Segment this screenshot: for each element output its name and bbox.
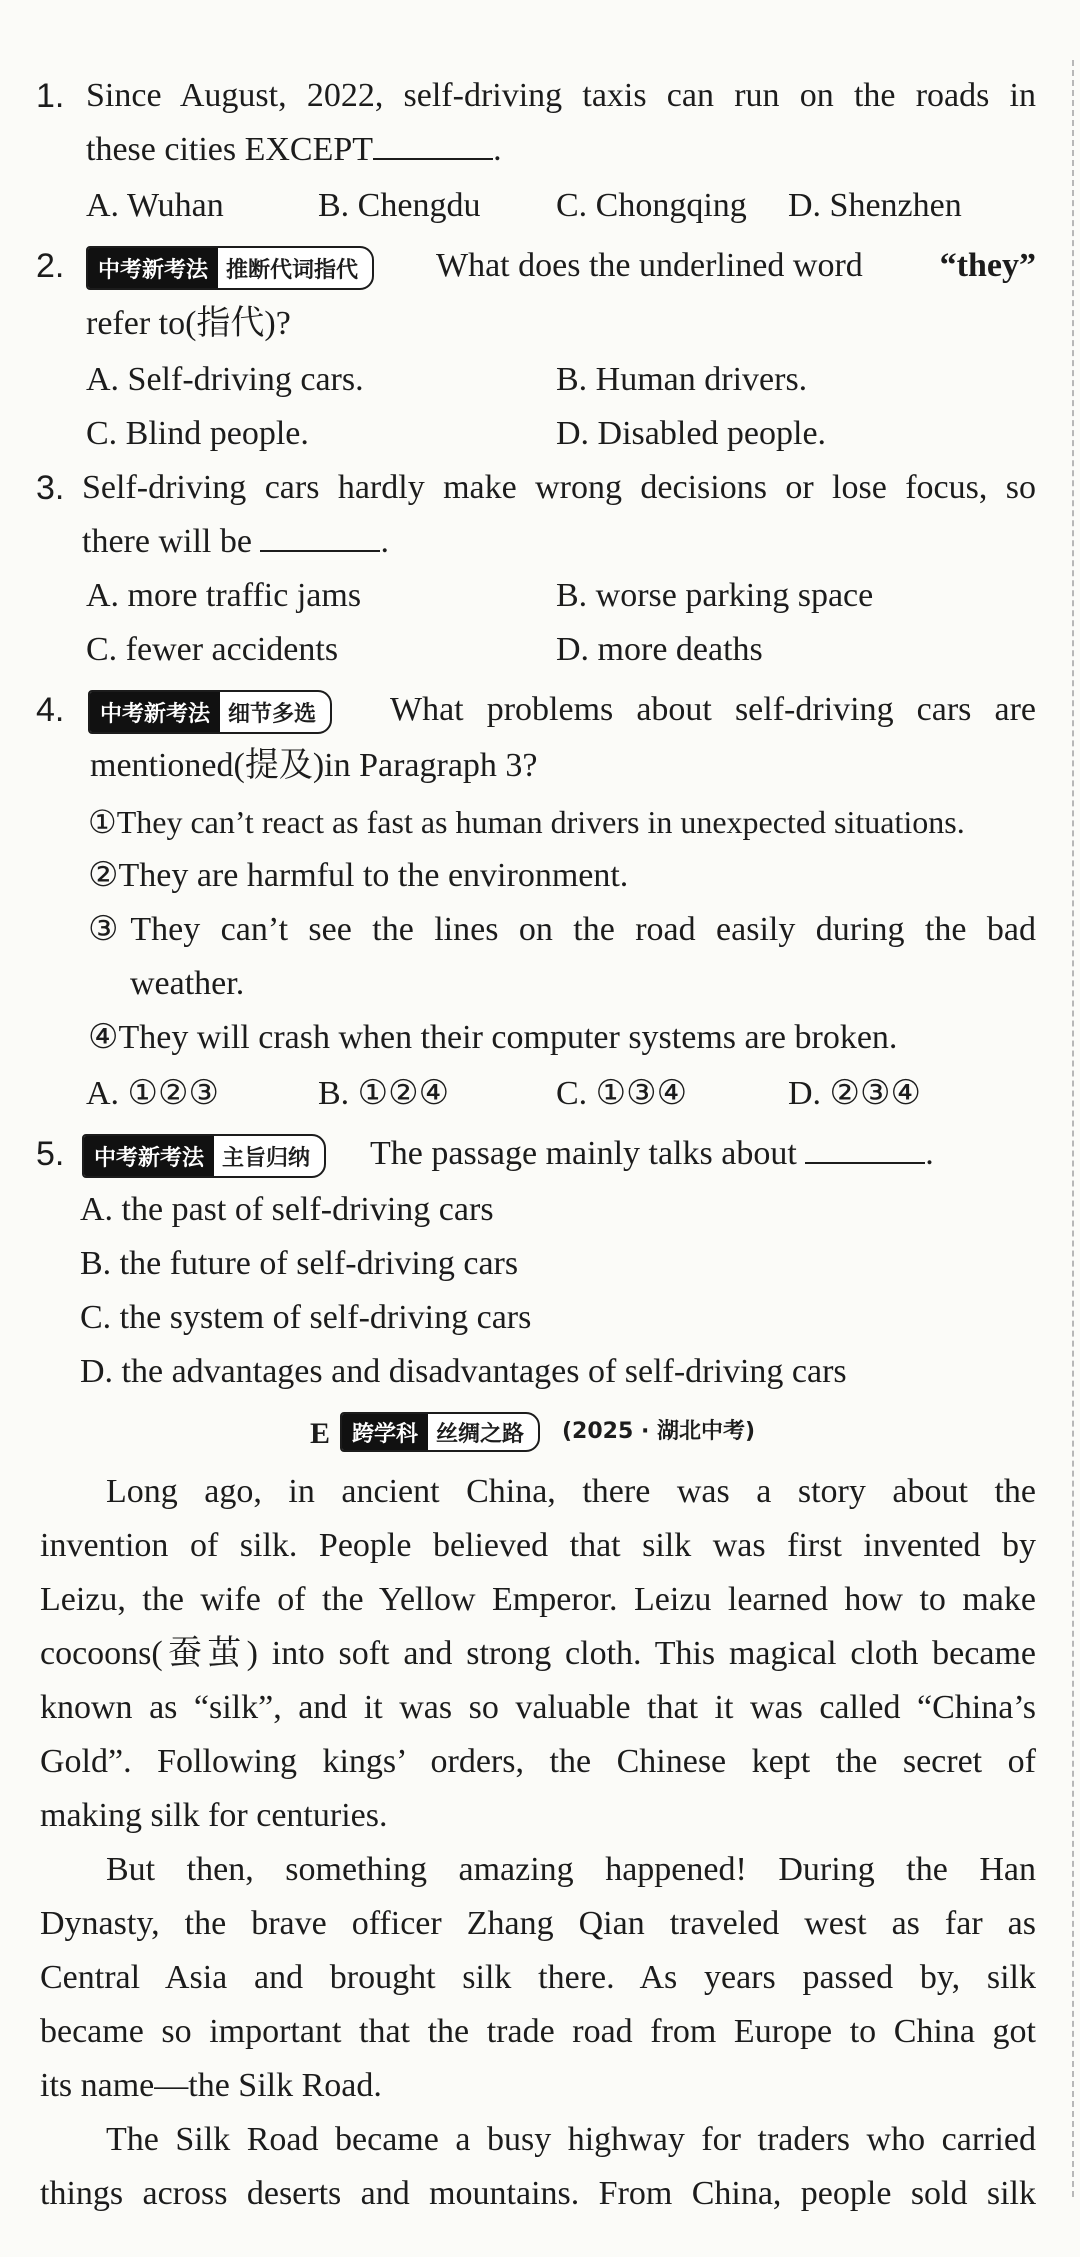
passage-line-14: things across deserts and mountains. From China, people sold silk (40, 2175, 1036, 2212)
q3-option-b[interactable]: B. worse parking space (556, 577, 874, 614)
passage-line-4: cocoons(蚕茧) into soft and strong cloth. This magical cloth became (40, 1635, 1036, 1672)
passage-line-3: Leizu, the wife of the Yellow Emperor. Leizu learned how to make (40, 1581, 1036, 1618)
q4-item-1: ①They can’t react as fast as human drivers in unexpected situations. (88, 804, 965, 840)
q5-option-a[interactable]: A. the past of self-driving cars (80, 1191, 494, 1228)
passage-line-12: its name—the Silk Road. (40, 2067, 382, 2104)
q4-stem-line2: mentioned(提及)in Paragraph 3? (90, 747, 538, 784)
q2-stem-text: What does the underlined word (436, 247, 863, 284)
q1-answer-blank[interactable] (373, 132, 493, 160)
q4-item-3: ③They can’t see the lines on the road easily during the bad (88, 911, 1036, 948)
q3-stem-text: there will be (82, 523, 252, 560)
q2-option-a[interactable]: A. Self-driving cars. (86, 361, 364, 398)
q4-number: 4. (36, 691, 65, 729)
section-e-tag-topic: 丝绸之路 (436, 1421, 525, 1447)
q4-item-2: ②They are harmful to the environment. (88, 857, 629, 894)
section-e-tag (340, 1412, 540, 1452)
q5-tag-label: 中考新考法 (84, 1136, 214, 1176)
q3-number: 3. (36, 469, 65, 507)
q2-tag-label: 中考新考法 (88, 248, 218, 288)
q1-option-c[interactable]: C. Chongqing (556, 187, 747, 224)
passage-line-6: Gold”. Following kings’ orders, the Chinese kept the secret of (40, 1743, 1036, 1780)
q2-tag-topic: 推断代词指代 (226, 257, 359, 283)
q2-number: 2. (36, 247, 65, 285)
q5-option-d[interactable]: D. the advantages and disadvantages of self-driving cars (80, 1353, 847, 1390)
q4-option-b[interactable]: B. ①②④ (318, 1075, 450, 1112)
q4-option-d[interactable]: D. ②③④ (788, 1075, 921, 1112)
q2-stem-line1 (436, 246, 1036, 286)
passage-line-2: invention of silk. People believed that silk was first invented by (40, 1527, 1036, 1564)
passage-line-9: Dynasty, the brave officer Zhang Qian traveled west as far as (40, 1905, 1036, 1942)
passage-line-8: But then, something amazing happened! During the Han (106, 1851, 1036, 1888)
passage-line-1: Long ago, in ancient China, there was a story about the (106, 1473, 1036, 1510)
q5-option-c[interactable]: C. the system of self-driving cars (80, 1299, 532, 1336)
q1-option-d[interactable]: D. Shenzhen (788, 187, 962, 224)
q3-option-c[interactable]: C. fewer accidents (86, 631, 339, 668)
q4-item-3-cont: weather. (130, 965, 245, 1002)
q5-tag-topic: 主旨归纳 (222, 1145, 311, 1171)
q3-option-a[interactable]: A. more traffic jams (86, 577, 362, 614)
passage-line-10: Central Asia and brought silk there. As years passed by, silk (40, 1959, 1036, 1996)
q2-stem-line2: refer to(指代)? (86, 305, 291, 342)
section-e-source: (2025 · 湖北中考) (562, 1419, 756, 1444)
q2-option-d[interactable]: D. Disabled people. (556, 415, 827, 452)
q4-option-c[interactable]: C. ①③④ (556, 1075, 688, 1112)
q3-option-d[interactable]: D. more deaths (556, 631, 763, 668)
passage-line-13: The Silk Road became a busy highway for traders who carried (106, 2121, 1036, 2158)
q1-option-b[interactable]: B. Chengdu (318, 187, 481, 224)
q5-stem-line1 (370, 1134, 934, 1174)
q1-stem-text: these cities EXCEPT (86, 131, 374, 168)
q2-option-b[interactable]: B. Human drivers. (556, 361, 808, 398)
q5-answer-blank[interactable] (805, 1136, 925, 1164)
q1-stem-line2 (86, 130, 502, 170)
passage-line-5: known as “silk”, and it was so valuable that it was called “China’s (40, 1689, 1036, 1726)
section-e-tag-label: 跨学科 (342, 1414, 428, 1450)
q4-tag-topic: 细节多选 (228, 701, 317, 727)
q3-answer-blank[interactable] (260, 524, 380, 552)
q3-stem-line2 (82, 522, 389, 562)
q5-option-b[interactable]: B. the future of self-driving cars (80, 1245, 519, 1282)
passage-line-7: making silk for centuries. (40, 1797, 388, 1834)
q5-number: 5. (36, 1135, 65, 1173)
q4-stem-line1: What problems about self-driving cars are (390, 691, 1036, 728)
q5-tag (82, 1134, 326, 1178)
q3-stem-line1: Self-driving cars hardly make wrong decisions or lose focus, so (82, 469, 1036, 506)
margin-dash-line (1072, 60, 1074, 2197)
q4-tag-label: 中考新考法 (90, 692, 220, 732)
q2-quoted-word: “they” (939, 247, 1036, 284)
q4-item-4: ④They will crash when their computer systems are broken. (88, 1019, 898, 1056)
q4-option-a[interactable]: A. ①②③ (86, 1075, 219, 1112)
section-letter: E (310, 1417, 331, 1450)
passage-line-11: became so important that the trade road from Europe to China got (40, 2013, 1036, 2050)
q4-tag (88, 690, 332, 734)
q1-stem-line1: Since August, 2022, self-driving taxis can run on the roads in (86, 77, 1036, 114)
q1-period: . (493, 131, 502, 168)
q3-period: . (380, 523, 389, 560)
q5-period: . (925, 1135, 934, 1172)
q1-option-a[interactable]: A. Wuhan (86, 187, 224, 224)
q5-stem-text: The passage mainly talks about (370, 1135, 797, 1172)
q2-tag (86, 246, 374, 290)
q1-number: 1. (36, 77, 65, 115)
q2-option-c[interactable]: C. Blind people. (86, 415, 309, 452)
